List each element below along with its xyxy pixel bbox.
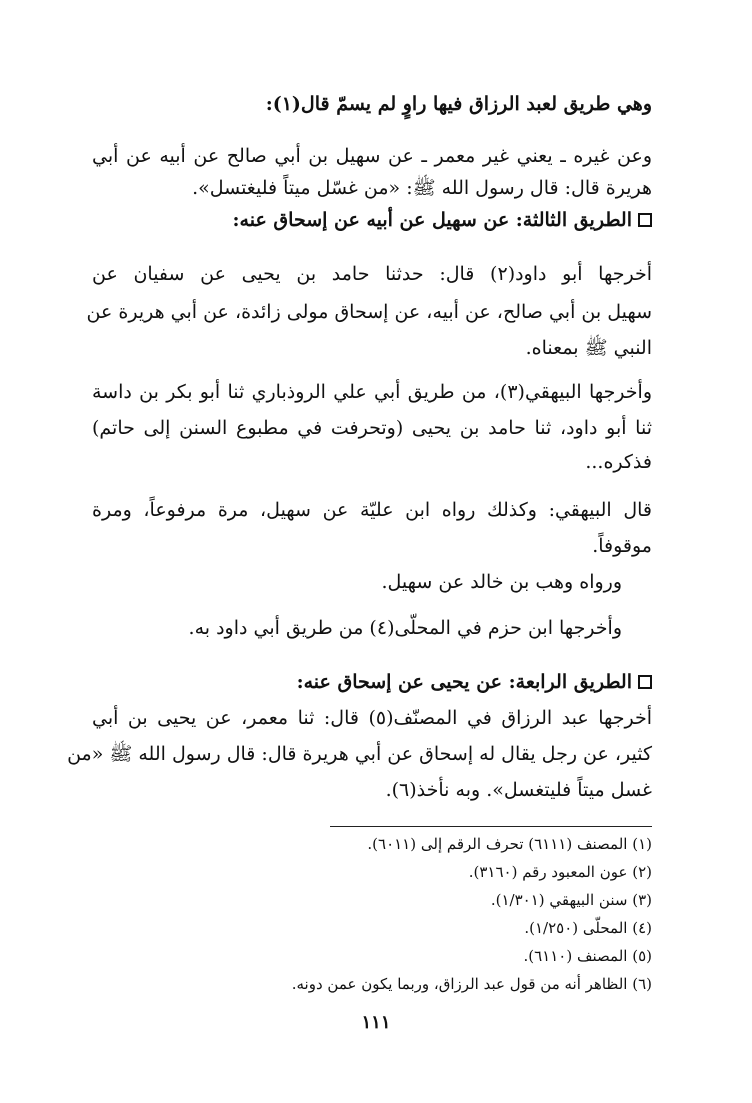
paragraph-line: غسل ميتاً فليتغسل». وبه نأخذ(٦). <box>385 779 652 801</box>
paragraph-line: ورواه وهب بن خالد عن سهيل. <box>381 571 622 593</box>
paragraph-line: وأخرجها ابن حزم في المحلّى(٤) من طريق أبي داود به. <box>188 617 622 639</box>
footnote-divider <box>330 826 652 827</box>
paragraph-line: وأخرجها البيهقي(٣)، من طريق أبي علي الروذباري ثنا أبو بكر بن داسة <box>92 381 652 403</box>
paragraph-line: سهيل بن أبي صالح، عن أبيه، عن إسحاق مولى زائدة، عن أبي هريرة عن <box>86 301 652 323</box>
paragraph-line: وعن غيره ـ يعني غير معمر ـ عن سهيل بن أبي صالح عن أبيه عن أبي <box>92 145 652 167</box>
paragraph-line: أخرجها عبد الرزاق في المصنّف(٥) قال: ثنا معمر، عن يحيى بن أبي <box>92 707 652 729</box>
paragraph-line: أخرجها أبو داود(٢) قال: حدثنا حامد بن يحيى عن سفيان عن <box>92 263 652 285</box>
section-heading <box>297 670 652 694</box>
section-heading <box>233 208 652 232</box>
footnote: (٦) الظاهر أنه من قول عبد الرزاق، وربما يكون عمن دونه. <box>291 975 652 993</box>
paragraph-line: فذكره... <box>585 451 652 473</box>
paragraph-line: هريرة قال: قال رسول الله ﷺ: «من غسّل ميتاً فليغتسل». <box>192 177 652 199</box>
paragraph-line: قال البيهقي: وكذلك رواه ابن عليّة عن سهيل، مرة مرفوعاً، ومرة <box>92 499 652 521</box>
paragraph-line: النبي ﷺ بمعناه. <box>525 337 652 359</box>
footnote: (١) المصنف (٦١١١) تحرف الرقم إلى (٦٠١١). <box>367 835 652 853</box>
square-bullet-icon <box>638 675 652 689</box>
paragraph-line: موقوفاً. <box>592 535 652 557</box>
page-number: ١١١ <box>361 1012 391 1033</box>
footnote: (٥) المصنف (٦١١٠). <box>523 947 652 965</box>
footnote: (٢) عون المعبود رقم (٣١٦٠). <box>468 863 652 881</box>
footnote: (٤) المحلّى (١/٢٥٠). <box>524 919 652 937</box>
footnote: (٣) سنن البيهقي (١/٣٠١). <box>490 891 652 909</box>
section-heading-text: الطريق الرابعة: عن يحيى عن إسحاق عنه: <box>296 671 632 693</box>
paragraph-line: ثنا أبو داود، ثنا حامد بن يحيى (وتحرفت في مطبوع السنن إلى حاتم) <box>92 417 652 439</box>
section-heading-text: الطريق الثالثة: عن سهيل عن أبيه عن إسحاق عنه: <box>232 209 632 231</box>
paragraph-line: وهي طريق لعبد الرزاق فيها راوٍ لم يسمّ قال(١): <box>265 93 652 115</box>
paragraph-line: كثير، عن رجل يقال له إسحاق عن أبي هريرة قال: قال رسول الله ﷺ «من <box>67 743 652 765</box>
square-bullet-icon <box>638 213 652 227</box>
